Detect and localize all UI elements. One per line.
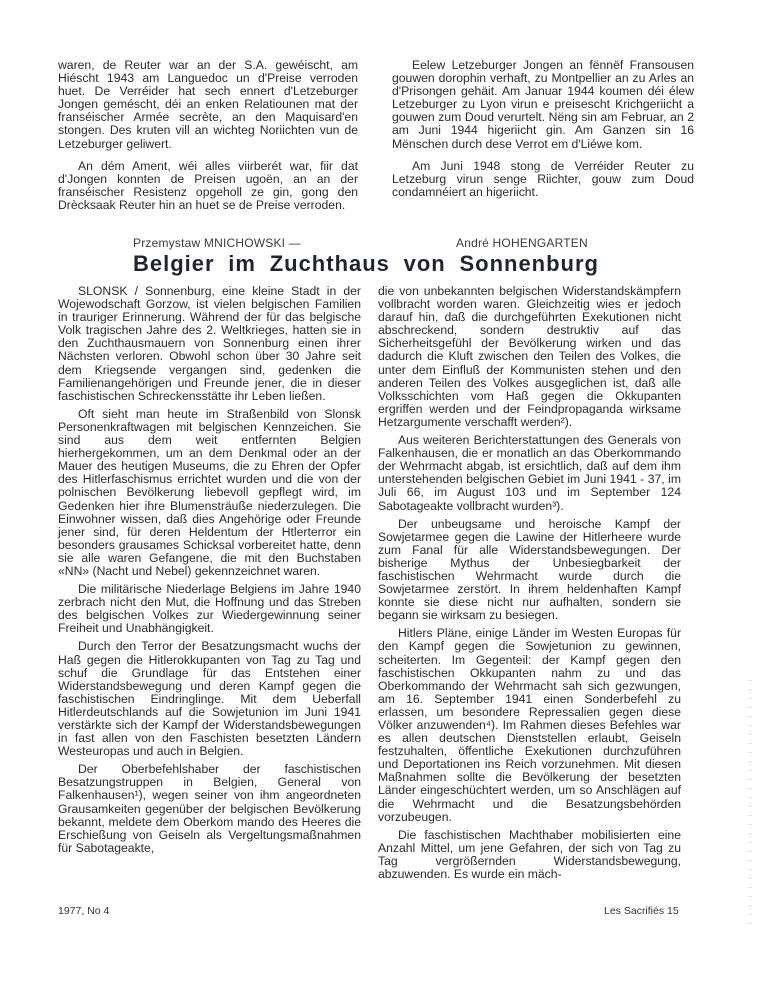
headline-word: von [403,251,446,276]
paragraph: SLONSK / Sonnenburg, eine kleine Stadt in der Wojewodschaft Gorzow, ist vielen belgischen Familien in trauriger Erinnerung. Während der für das belgische Volk tragischen Jahre des 2. Weltkrieges, hatten sie in den Zuchthausmauern von Sonnenburg einen ihrer Nächsten verloren. Obwohl schon über 30 Jahre seit dem Kriegsende vergangen sind, gedenken die Familienangehörigen und Freunde jener, die in dieser faschistischen Schreckensstätte ihr Leben ließen. [58,284,361,403]
scan-artifact [748,680,752,930]
paragraph: Durch den Terror der Besatzungsmacht wuchs der Haß gegen die Hitlerokkupanten von Tag zu Tag und schuf die Grundlage für das Entstehen einer Widerstandsbewegung und deren Kampf gegen die faschistischen Eindringlinge. Mit dem Ueberfall Hitlerdeutschlands auf die Sowjetunion im Juni 1941 verstärkte sich der Kampf der Widerstandsbewegungen in fast allen von den Faschisten besetzten Ländern Westeuropas und auch in Belgien. [58,639,361,759]
paragraph: Eelew Letzeburger Jongen an fënnëf Fransousen gouwen dorophin verhaft, zu Montpellier an zu Arles an d'Prisongen gehäit. Am Januar 1944 koumen déi élew Letzeburger zu Lyon virun e preisescht Krichgeriicht a gouwen zum Doud verurtelt. Nëng sin am Februar, an 2 am Juni 1944 higeriicht gin. Am Ganzen sin 16 Mënschen durch dese Verrot em d'Liéwe kom. [392,58,694,151]
paragraph: Oft sieht man heute im Straßenbild von Slonsk Personenkraftwagen mit belgischen Kennzeichen. Sie sind aus dem weit entfernten Belgien hierhergekommen, um an dem Denkmal oder an der Mauer des heutigen Museums, die zu Ehren der Opfer des Hitlerfaschismus errichtet wurden und die von der polnischen Bevölkerung liebevoll gepflegt wird, im Gedenken hier ihre Blumensträuße niederzulegen. Die Einwohner wissen, daß dies Angehörige oder Freunde jener sind, für deren Heldentum der Htlerterror ein besonders grausames Schicksal vorbereitet hatte, denn sie alle waren Gefangene, die mit den Buchstaben «NN» (Nacht und Nebel) gekennzeichnet waren. [58,406,361,578]
paragraph: waren, de Reuter war an der S.A. gewéischt, am Hiéscht 1943 am Languedoc un d'Preise verroden huet. De Verréider hat sech ennert d'Letzeburger Jongen geméscht, déi an enken Relatiounen mat der franséischer Armée secrète, an den Maquisard'en stongen. Des kruten vill an wichteg Noriichten vun de Letzeburger geliwert. [58,58,358,151]
article-headline [133,251,599,277]
headline-word: Sonnenburg [459,251,599,276]
page-number-label: Les Sacrifiés 15 [604,905,679,917]
article-left-column [58,285,361,860]
top-right-column [392,59,694,208]
paragraph: Die faschistischen Machthaber mobilisierten eine Anzahl Mittel, um jene Gefahren, der sich von Tag zu Tag vergrößernden Widerstandsbewegung, abzuwenden. Es wurde ein mäch- [378,827,681,882]
article-right-column [378,285,681,886]
paragraph: die von unbekannten belgischen Widerstandskämpfern vollbracht worden waren. Gleichzeitig wies er jedoch darauf hin, daß die durchgeführten Exekutionen nicht abschreckend, sondern destruktiv auf das Sicherheitsgefühl der Bevölkerung wirken und das dadurch die Kluft zwischen den Teilen des Volkes, die unter dem Einfluß der Kommunisten stehen und den anderen Teilen des Volkes ausgeglichen ist, daß alle Volksschichten vom Haß gegen die Okkupanten ergriffen werden und der Feindpropaganda wirksame Hetzargumente verschafft werden²). [378,284,681,429]
paragraph: An dém Ament, wéi alles viirberét war, fiir dat d'Jongen konnten de Preisen ugoën, an an der franséischer Resistenz opgeholl ze gin, gong den Drècksaak Reuter hin an huet se de Preise verroden. [58,158,358,212]
paragraph: Aus weiteren Berichterstattungen des Generals von Falkenhausen, die er monatlich an das Oberkommando der Wehrmacht abgab, ist ersichtlich, daß auf dem ihm unterstehenden belgischen Gebiet im Juni 1941 - 37, im Juli 66, im August 103 und im September 124 Sabotageakte vollbracht wurden³). [378,433,681,513]
headline-word: Zuchthaus [269,251,390,276]
byline-translator: André HOHENGARTEN [456,236,588,250]
headline-word: im [228,251,256,276]
issue-label: 1977, No 4 [58,905,110,917]
headline-word: Belgier [133,251,215,276]
byline-author: Przemystaw MNICHOWSKI — [133,236,301,250]
paragraph: Der unbeugsame und heroische Kampf der Sowjetarmee gegen die Lawine der Hitlerheere wurde zum Fanal für alle Widerstandsbewegungen. Der bisherige Mythus der Unbesiegbarkeit der faschistischen Wehrmacht wurde durch die Sowjetarmee zerstört. In ihrem heldenhaften Kampf konnte sie diese nicht nur aufhalten, sondern sie begann sie wirksam zu besiegen. [378,516,681,623]
paragraph: Die militärische Niederlage Belgiens im Jahre 1940 zerbrach nicht den Mut, die Hoffnung und das Streben des belgischen Volkes zur Wiedergewinnung seiner Freiheit und Unabhängigkeit. [58,582,361,636]
paragraph: Hitlers Pläne, einige Länder im Westen Europas für den Kampf gegen die Sowjetunion zu gewinnen, scheiterten. Im Gegenteil: der Kampf gegen den faschistischen Okkupanten nahm zu und das Oberkommando der Wehrmacht sah sich gezwungen, am 16. September 1941 einen Sonderbefehl zu erlassen, um besondere Repressalien gegen diese Völker anzuwenden⁴). Im Rahmen dieses Befehles war es allen deutschen Dienststellen erlaubt, Geiseln festzuhalten, öffentliche Exekutionen durchzuführen und Deportationen ins Reich vorzunehmen. Mit diesen Maßnahmen sollte die Bevölkerung der besetzten Länder eingeschüchtert werden, um so Anschlägen auf die Wehrmacht und die Besatzungsbehörden vorzubeugen. [378,626,681,824]
paragraph: Der Oberbefehlshaber der faschistischen Besatzungstruppen in Belgien, General von Falkenhausen¹), wegen seiner von ihm angeordneten Grausamkeiten gegenüber der belgischen Bevölkerung bekannt, meldete dem Oberkom mando des Heeres die Erschießung von Geiseln als Vergeltungsmaßnahmen für Sabotageakte, [58,762,361,855]
paragraph: Am Juni 1948 stong de Verréider Reuter zu Letzeburg virun senge Riichter, gouw zum Doud condamnéiert an higeriicht. [392,158,694,199]
top-left-column [58,59,358,221]
